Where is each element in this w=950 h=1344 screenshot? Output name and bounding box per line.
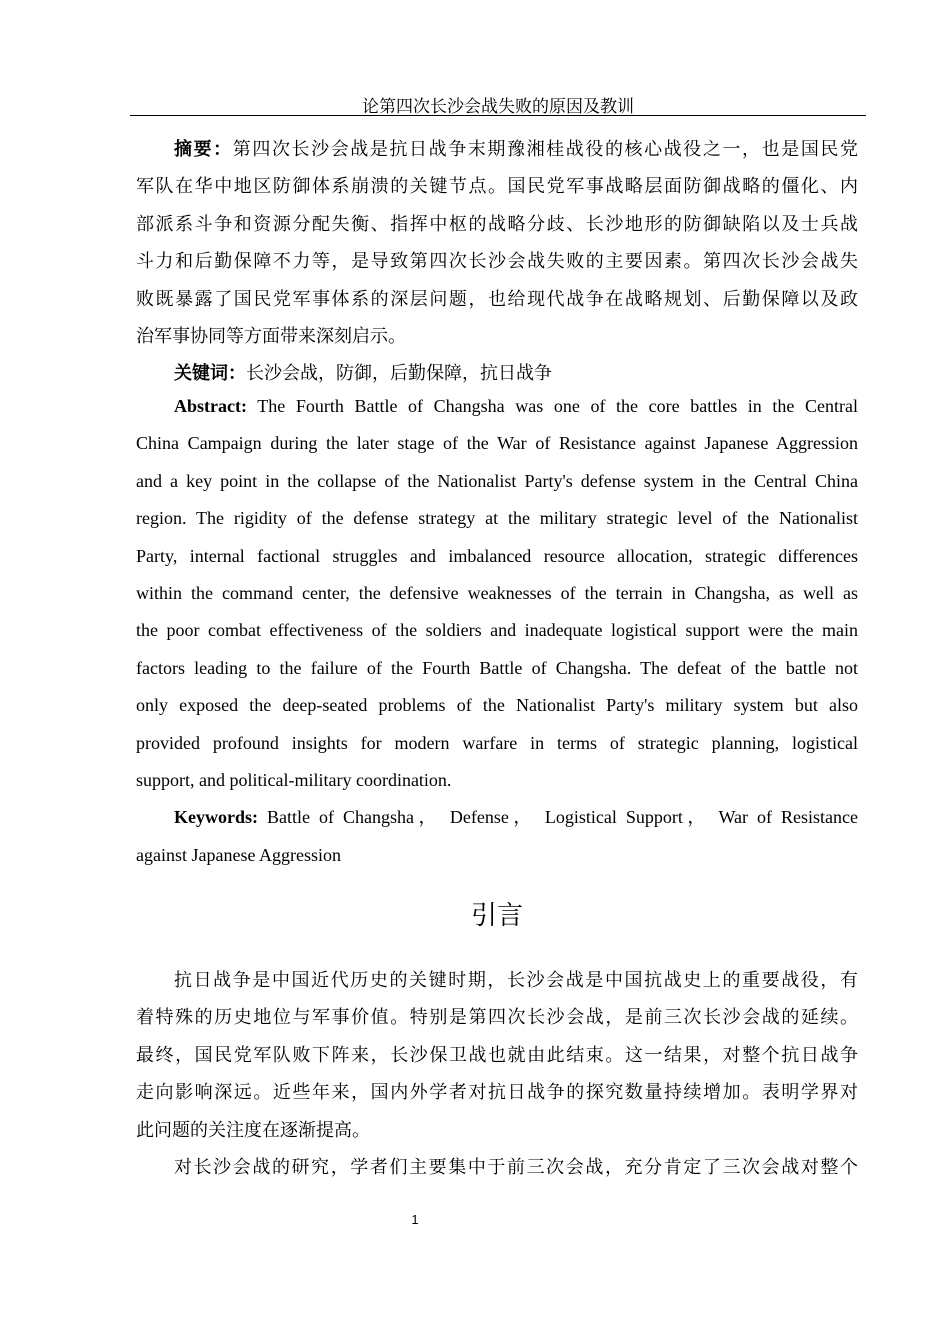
header-rule: [130, 115, 866, 116]
abstract-en-line: Party, internal factional struggles and imbalanced resource allocation, strategic differences: [136, 545, 858, 566]
abstract-cn-line: 军队在华中地区防御体系崩溃的关键节点。国民党军事战略层面防御战略的僵化、内: [136, 176, 858, 197]
abstract-en-line: China Campaign during the later stage of the War of Resistance against Japanese Aggression: [136, 433, 858, 454]
abstract-en-line: only exposed the deep-seated problems of the Nationalist Party's military system but also: [136, 695, 858, 716]
abstract-en-line: Abstract: The Fourth Battle of Changsha was one of the core battles in the Central: [174, 396, 858, 416]
abstract-en-line: and a key point in the collapse of the Nationalist Party's defense system in the Central China: [136, 470, 858, 491]
abstract-en-line: support, and political-military coordination.: [136, 769, 452, 790]
body-line: 对长沙会战的研究，学者们主要集中于前三次会战，充分肯定了三次会战对整个: [174, 1156, 858, 1177]
keywords-en: Keywords: Battle of Changsha， Defense， Logistical Support， War of Resistance: [174, 807, 858, 828]
abstract-en-line: within the command center, the defensive weaknesses of the terrain in Changsha, as well as: [136, 582, 858, 603]
abstract-cn-line: 治军事协同等方面带来深刻启示。: [136, 325, 406, 346]
body-line: 此问题的关注度在逐渐提高。: [136, 1119, 370, 1140]
abstract-cn-line: 败既暴露了国民党军事体系的深层问题，也给现代战争在战略规划、后勤保障以及政: [136, 288, 858, 309]
keywords-cn-label: 关键词：: [174, 363, 246, 384]
abstract-en-line: factors leading to the failure of the Fourth Battle of Changsha. The defeat of the battle not: [136, 657, 858, 678]
page-number: 1: [411, 1212, 419, 1227]
keywords-en-line: against Japanese Aggression: [136, 844, 341, 865]
running-header: 论第四次长沙会战失败的原因及教训: [362, 97, 634, 116]
body-line: 走向影响深远。近些年来，国内外学者对抗日战争的探究数量持续增加。表明学界对: [136, 1082, 858, 1103]
abstract-cn-line: 摘要：第四次长沙会战是抗日战争末期豫湘桂战役的核心战役之一，也是国民党: [174, 139, 858, 159]
body-line: 最终，国民党军队败下阵来，长沙保卫战也就由此结束。这一结果，对整个抗日战争: [136, 1044, 858, 1065]
abstract-en-line: provided profound insights for modern warfare in terms of strategic planning, logistical: [136, 732, 858, 753]
abstract-en-line: region. The rigidity of the defense strategy at the military strategic level of the Nationalist: [136, 508, 858, 529]
introduction-body: [136, 962, 858, 1186]
body-line: 着特殊的历史地位与军事价值。特别是第四次长沙会战，是前三次长沙会战的延续。: [136, 1007, 858, 1028]
abstract-cn-line: 斗力和后勤保障不力等，是导致第四次长沙会战失败的主要因素。第四次长沙会战失: [136, 251, 858, 272]
section-heading: 引言: [470, 901, 523, 930]
abstract-en-line: the poor combat effectiveness of the soldiers and inadequate logistical support were the main: [136, 620, 858, 641]
abstract-en-label: Abstract:: [174, 396, 247, 416]
abstract-cn-line: 部派系斗争和资源分配失衡、指挥中枢的战略分歧、长沙地形的防御缺陷以及士兵战: [136, 213, 858, 234]
keywords-en-label: Keywords:: [174, 807, 258, 828]
keywords-cn: 关键词：长沙会战，防御，后勤保障，抗日战争: [174, 363, 552, 384]
abstract-en: [136, 388, 858, 874]
body-line: 抗日战争是中国近代历史的关键时期，长沙会战是中国抗战史上的重要战役，有: [174, 970, 858, 990]
abstract-cn: [136, 131, 858, 393]
abstract-cn-label: 摘要：: [174, 139, 233, 159]
